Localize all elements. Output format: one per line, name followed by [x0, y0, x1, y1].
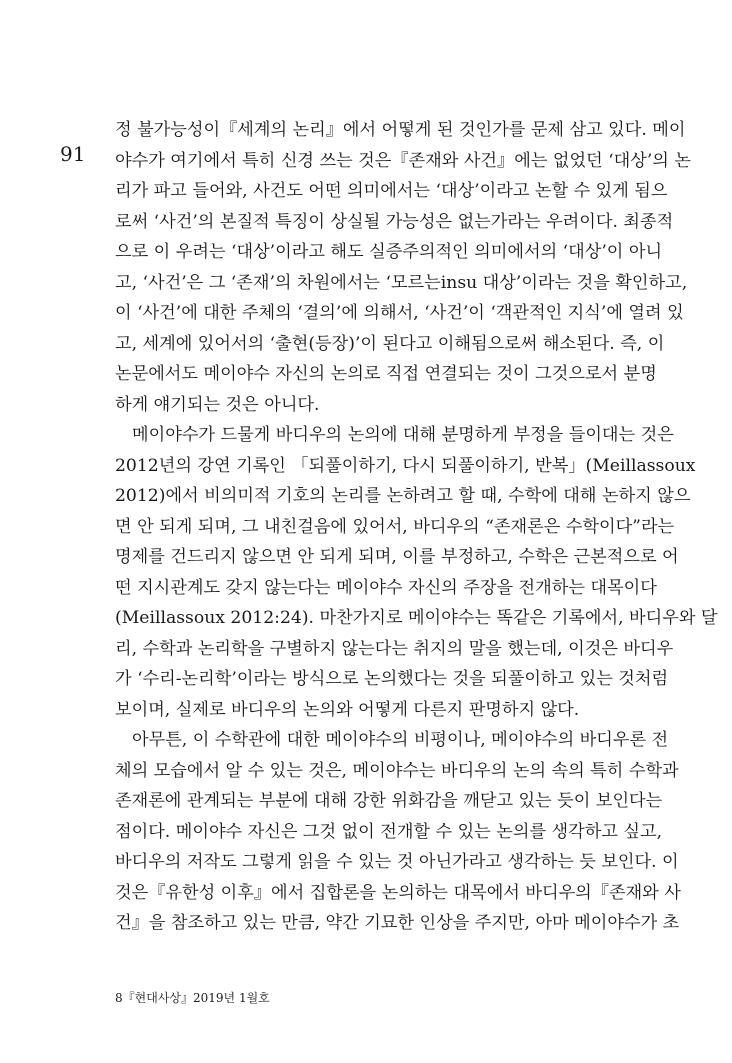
text-line: 건』을 참조하고 있는 만큼, 약간 기묘한 인상을 주지만, 아마 메이야수가 초: [115, 913, 680, 933]
text-line: 체의 모습에서 알 수 있는 것은, 메이야수는 바디우의 논의 속의 특히 수학과: [115, 760, 679, 781]
paragraph: [115, 725, 681, 939]
text-line: 점이다. 메이야수 자신은 그것 없이 전개할 수 있는 논의를 생각하고 싶고,: [115, 821, 663, 842]
paragraph: [115, 420, 718, 725]
text-line: 2012년의 강연 기록인 「되풀이하기, 다시 되풀이하기, 반복」(Meillassoux: [115, 455, 696, 476]
text-line: 가 ‘수리-논리학’이라는 방식으로 논의했다는 것을 되풀이하고 있는 것처럼: [115, 669, 669, 689]
text-line: 것은『유한성 이후』에서 집합론을 논의하는 대목에서 바디우의『존재와 사: [115, 882, 681, 903]
text-line: 로써 ‘사건’의 본질적 특징이 상실될 가능성은 없는가라는 우려이다. 최종적: [115, 211, 674, 232]
margin-page-number: 91: [60, 142, 86, 166]
text-line: 리가 파고 들어와, 사건도 어떤 의미에서는 ‘대상’이라고 논할 수 있게 됨으: [115, 181, 668, 201]
text-line: 명제를 건드리지 않으면 안 되게 되며, 이를 부정하고, 수학은 근본적으로 어: [115, 547, 679, 567]
text-line: 정 불가능성이『세계의 논리』에서 어떻게 된 것인가를 문제 삼고 있다. 메이: [115, 120, 686, 140]
paragraph: [115, 115, 691, 420]
text-line: (Meillassoux 2012:24). 마찬가지로 메이야수는 똑같은 기록에서, 바디우와 달: [115, 608, 718, 628]
page-footer: 8『현대사상』2019년 1월호: [115, 991, 270, 1005]
text-line: 아무튼, 이 수학관에 대한 메이야수의 비평이나, 메이야수의 바디우론 전: [132, 730, 669, 750]
text-line: 떤 지시관계도 갖지 않는다는 메이야수 자신의 주장을 전개하는 대목이다: [115, 577, 657, 598]
body-text: [115, 115, 718, 939]
text-line: 메이야수가 드물게 바디우의 논의에 대해 분명하게 부정을 들이대는 것은: [132, 425, 674, 445]
text-line: 논문에서도 메이야수 자신의 논의로 직접 연결되는 것이 그것으로서 분명: [115, 364, 657, 384]
text-line: 2012)에서 비의미적 기호의 논리를 논하려고 할 때, 수학에 대해 논하지 않으: [115, 486, 691, 506]
text-line: 하게 얘기되는 것은 아니다.: [115, 394, 320, 415]
text-line: 으로 이 우려는 ‘대상’이라고 해도 실증주의적인 의미에서의 ‘대상’이 아니: [115, 242, 663, 262]
text-line: 이 ‘사건’에 대한 주체의 ‘결의’에 의해서, ‘사건’이 ‘객관적인 지식’에 열려 있: [115, 303, 684, 323]
text-line: 고, ‘사건’은 그 ‘존재’의 차원에서는 ‘모르는insu 대상’이라는 것을 확인하고,: [115, 272, 688, 293]
text-line: 존재론에 관계되는 부분에 대해 강한 위화감을 깨닫고 있는 듯이 보인다는: [115, 791, 663, 811]
text-line: 고, 세계에 있어서의 ‘출현(등장)’이 된다고 이해됨으로써 해소된다. 즉, 이: [115, 333, 665, 354]
text-line: 면 안 되게 되며, 그 내친걸음에 있어서, 바디우의 “존재론은 수학이다”라는: [115, 516, 675, 537]
text-line: 리, 수학과 논리학을 구별하지 않는다는 취지의 말을 했는데, 이것은 바디우: [115, 638, 674, 659]
text-line: 바디우의 저작도 그렇게 읽을 수 있는 것 아닌가라고 생각하는 듯 보인다. 이: [115, 852, 679, 872]
text-line: 보이며, 실제로 바디우의 논의와 어떻게 다른지 판명하지 않다.: [115, 699, 580, 720]
text-line: 야수가 여기에서 특히 신경 쓰는 것은『존재와 사건』에는 없었던 ‘대상’의 논: [115, 150, 691, 171]
